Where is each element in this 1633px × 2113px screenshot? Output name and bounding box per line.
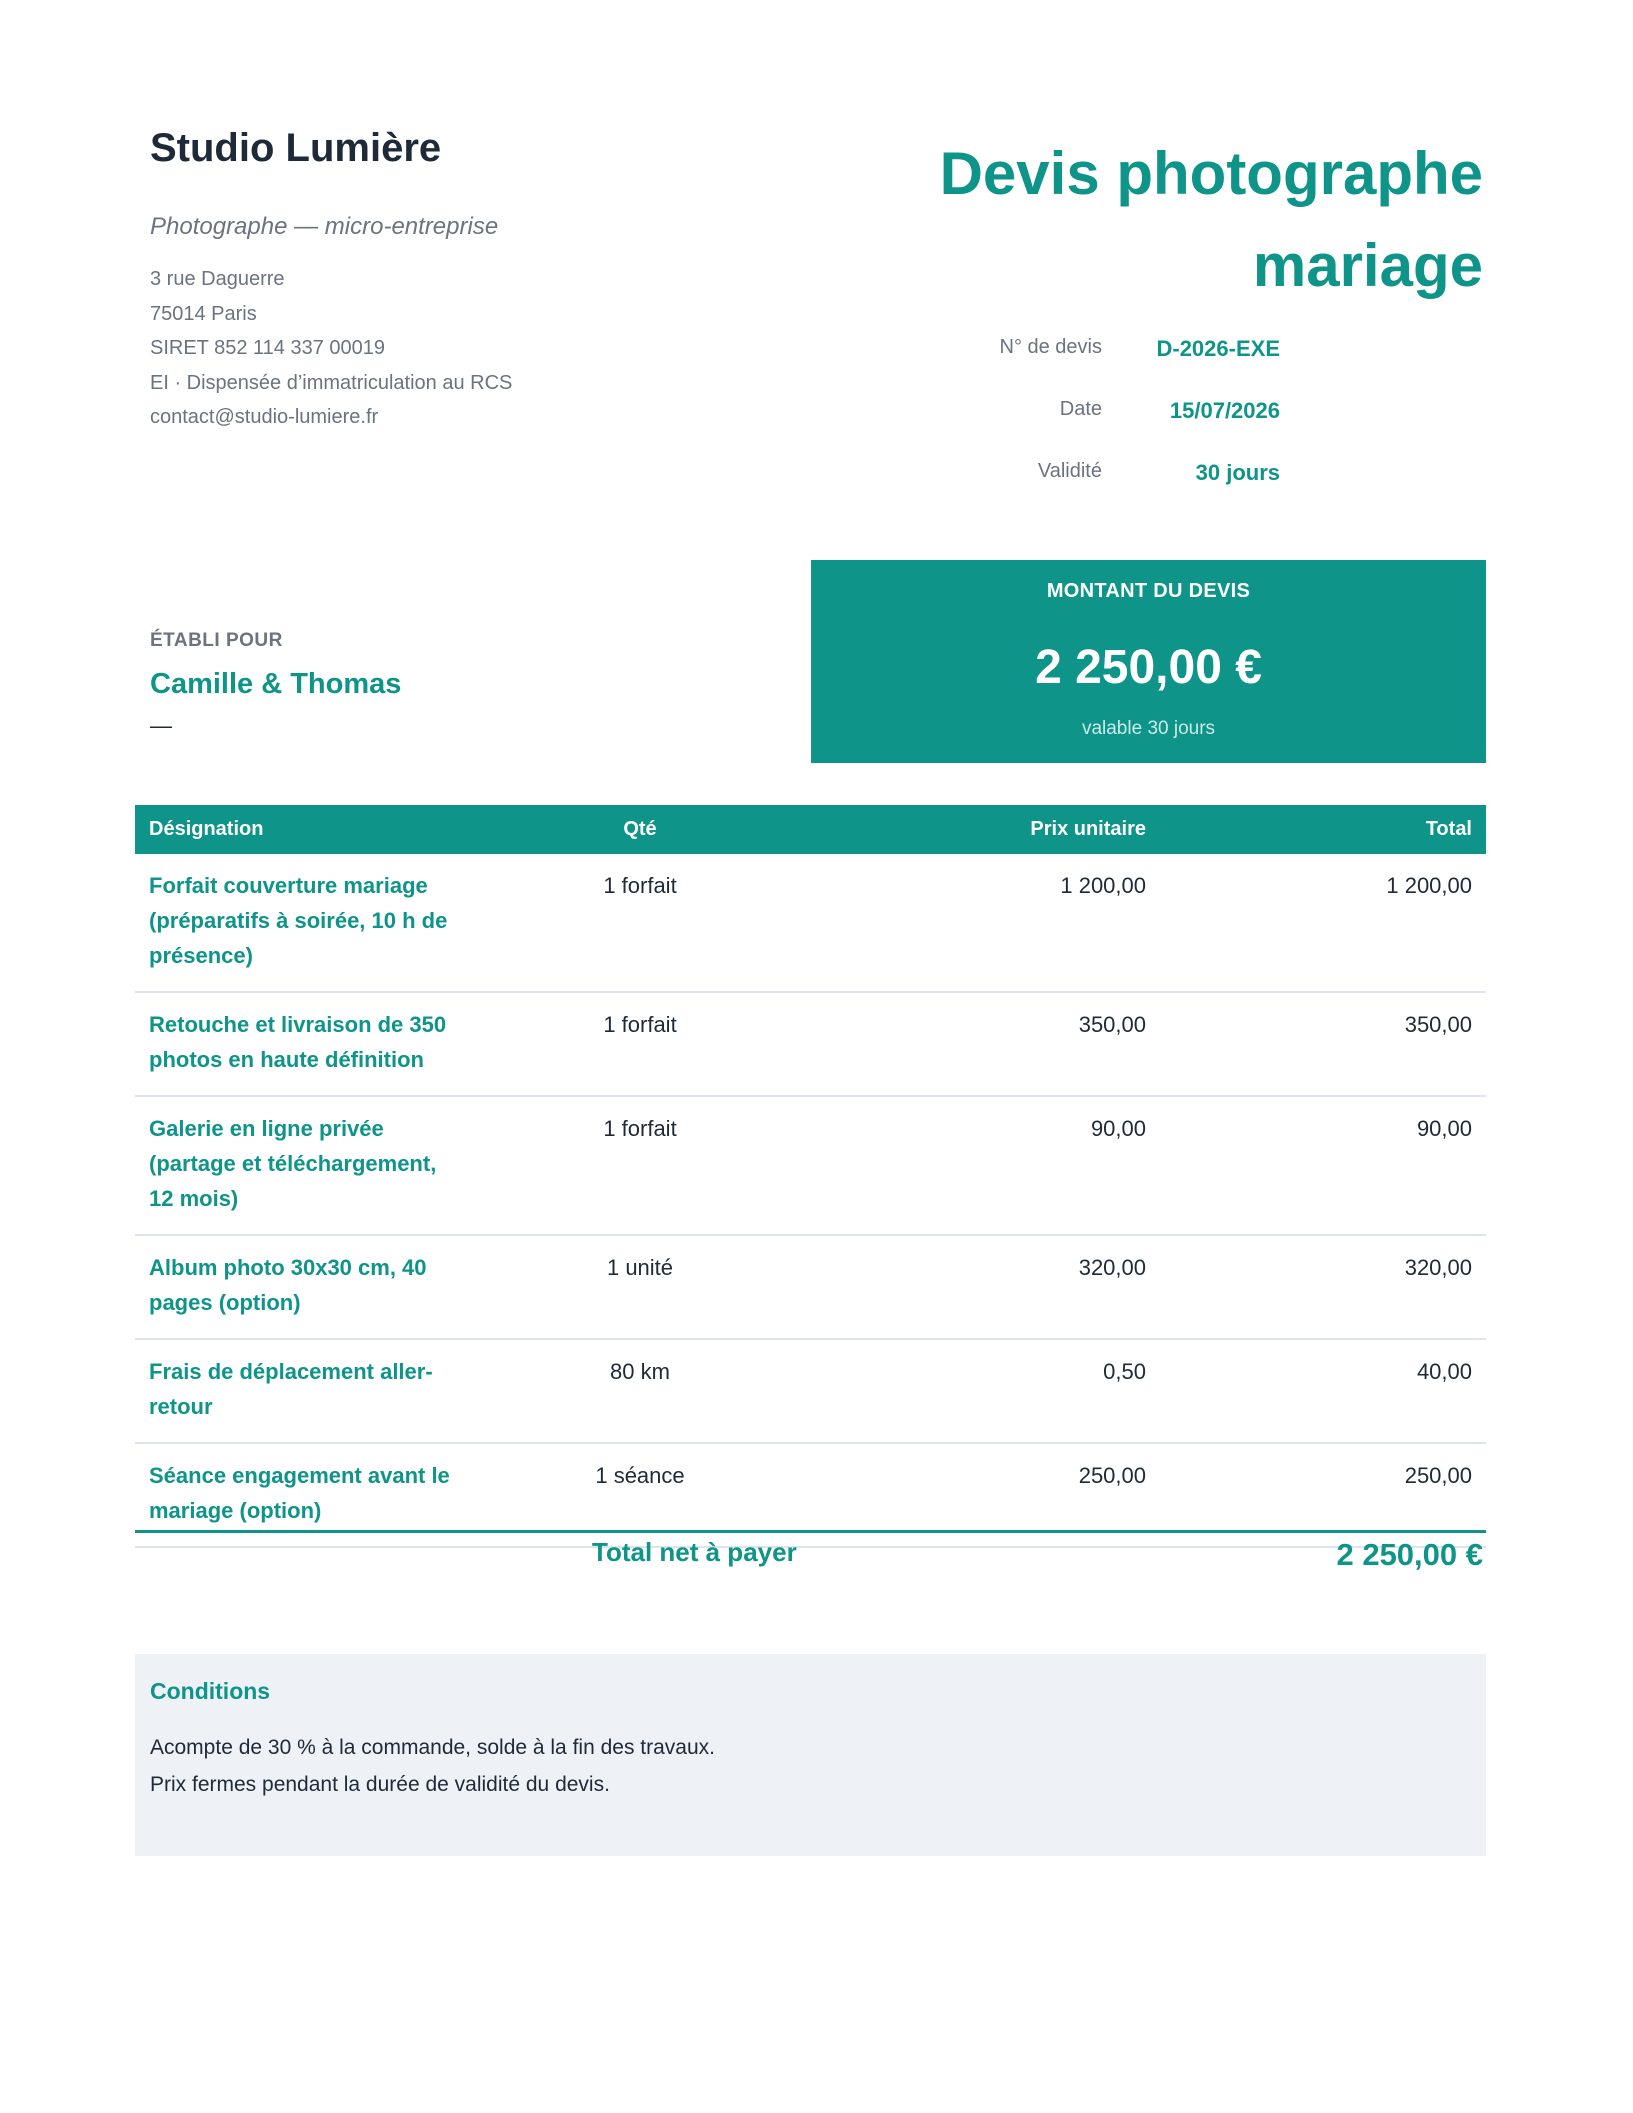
cell-unit-price: 320,00	[805, 1235, 1160, 1339]
meta-label: Date	[1059, 398, 1102, 420]
amount-box	[811, 560, 1486, 763]
cell-designation: Forfait couverture mariage (préparatifs à soirée, 10 h de présence)	[135, 854, 475, 992]
conditions-title: Conditions	[150, 1678, 271, 1704]
table-header-row	[135, 805, 1486, 854]
cell-qty: 1 séance	[475, 1443, 805, 1547]
header-unit-price: Prix unitaire	[805, 805, 1160, 854]
cell-qty: 1 forfait	[475, 1096, 805, 1235]
table-row	[135, 1235, 1486, 1339]
company-tagline: Photographe — micro-entreprise	[150, 213, 499, 240]
amount-value: 2 250,00 €	[1035, 641, 1262, 694]
conditions-line: Prix fermes pendant la durée de validité du devis.	[150, 1773, 610, 1796]
company-name: Studio Lumière	[150, 126, 442, 170]
company-address-line2: 75014 Paris	[150, 302, 257, 325]
meta-label: Validité	[1037, 460, 1102, 482]
company-address-line1: 3 rue Daguerre	[150, 268, 285, 290]
cell-designation: Album photo 30x30 cm, 40 pages (option)	[135, 1235, 475, 1339]
meta-row-validity	[900, 456, 1400, 518]
cell-designation: Séance engagement avant le mariage (option)	[135, 1443, 475, 1547]
total-divider	[135, 1530, 1486, 1533]
table-row	[135, 1096, 1486, 1235]
cell-qty: 1 forfait	[475, 854, 805, 992]
cell-total: 250,00	[1160, 1443, 1486, 1547]
client-name: Camille & Thomas	[150, 668, 402, 700]
conditions-line: Acompte de 30 % à la commande, solde à la fin des travaux.	[150, 1736, 715, 1759]
meta-value: 15/07/2026	[1169, 398, 1280, 423]
cell-unit-price: 350,00	[805, 992, 1160, 1096]
table-row	[135, 1339, 1486, 1443]
cell-qty: 80 km	[475, 1339, 805, 1443]
table-row	[135, 992, 1486, 1096]
company-info	[150, 262, 512, 435]
meta-value: D-2026-EXE	[1156, 336, 1280, 361]
document-title-line2: mariage	[1252, 232, 1483, 299]
items-table	[135, 805, 1486, 1548]
client-label: ÉTABLI POUR	[150, 630, 283, 651]
meta-row-date	[900, 394, 1400, 456]
cell-total: 90,00	[1160, 1096, 1486, 1235]
header-qty: Qté	[475, 805, 805, 854]
header-total: Total	[1160, 805, 1486, 854]
header-designation: Désignation	[135, 805, 475, 854]
amount-label: MONTANT DU DEVIS	[1046, 580, 1251, 602]
cell-unit-price: 1 200,00	[805, 854, 1160, 992]
cell-designation: Frais de déplacement aller-retour	[135, 1339, 475, 1443]
cell-total: 40,00	[1160, 1339, 1486, 1443]
table-row	[135, 854, 1486, 992]
company-siret: SIRET 852 114 337 00019	[150, 337, 385, 359]
meta-value: 30 jours	[1195, 460, 1280, 485]
cell-total: 350,00	[1160, 992, 1486, 1096]
meta-row-number	[900, 332, 1400, 394]
cell-unit-price: 90,00	[805, 1096, 1160, 1235]
cell-qty: 1 unité	[475, 1235, 805, 1339]
document-title-line1: Devis photographe	[939, 140, 1483, 207]
conditions-text	[150, 1729, 1471, 1803]
cell-total: 320,00	[1160, 1235, 1486, 1339]
cell-qty: 1 forfait	[475, 992, 805, 1096]
conditions-panel	[135, 1654, 1486, 1856]
amount-note: valable 30 jours	[1081, 718, 1216, 739]
company-email: contact@studio-lumiere.fr	[150, 406, 379, 428]
client-extra: —	[150, 713, 172, 738]
document-title	[783, 128, 1483, 312]
total-label: Total net à payer	[592, 1537, 797, 1567]
cell-designation: Retouche et livraison de 350 photos en haute définition	[135, 992, 475, 1096]
document-meta	[900, 332, 1400, 518]
cell-total: 1 200,00	[1160, 854, 1486, 992]
cell-unit-price: 250,00	[805, 1443, 1160, 1547]
company-legal: EI · Dispensée d’immatriculation au RCS	[150, 371, 513, 394]
cell-unit-price: 0,50	[805, 1339, 1160, 1443]
cell-designation: Galerie en ligne privée (partage et téléchargement, 12 mois)	[135, 1096, 475, 1235]
meta-label: N° de devis	[999, 336, 1102, 358]
total-value: 2 250,00 €	[1336, 1537, 1483, 1572]
